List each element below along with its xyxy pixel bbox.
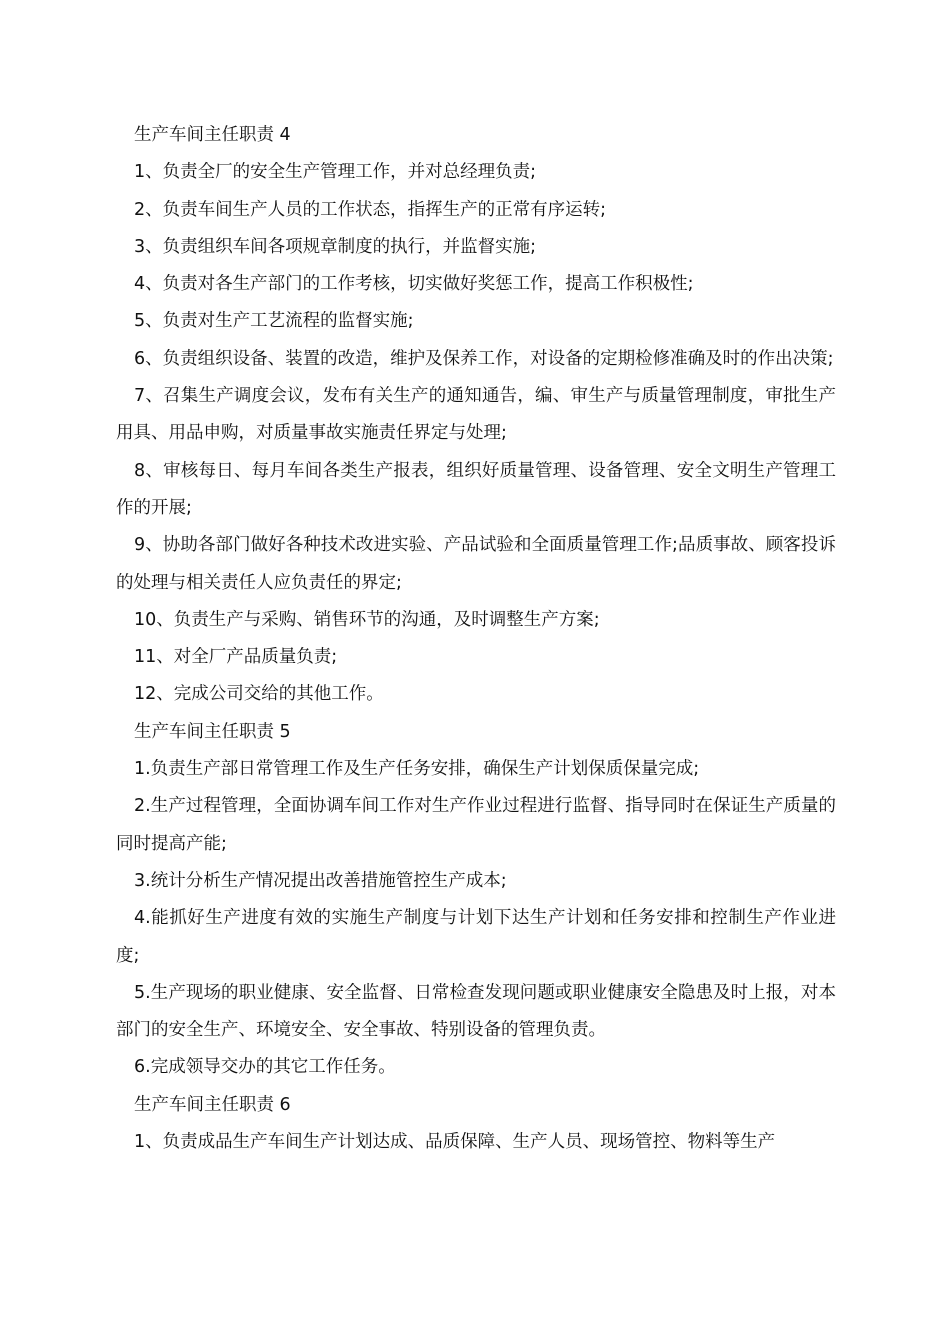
- paragraph: 4、负责对各生产部门的工作考核，切实做好奖惩工作，提高工作积极性;: [134, 274, 694, 295]
- paragraph: 11、对全厂产品质量负责;: [134, 647, 338, 668]
- paragraph: 4.能抓好生产进度有效的实施生产制度与计划下达生产计划和任务安排和控制生产作业进度;: [116, 908, 836, 966]
- paragraph: 1、负责全厂的安全生产管理工作，并对总经理负责;: [134, 162, 537, 183]
- document-body: [116, 117, 836, 1161]
- paragraph: 6.完成领导交办的其它工作任务。: [134, 1057, 396, 1078]
- paragraph: 3.统计分析生产情况提出改善措施管控生产成本;: [134, 870, 507, 891]
- paragraph: 1.负责生产部日常管理工作及生产任务安排，确保生产计划保质保量完成;: [134, 759, 700, 780]
- paragraph: 1、负责成品生产车间生产计划达成、品质保障、生产人员、现场管控、物料等生产: [134, 1132, 776, 1153]
- paragraph: 3、负责组织车间各项规章制度的执行，并监督实施;: [134, 236, 537, 257]
- section-heading-4: 生产车间主任职责 4: [134, 125, 291, 145]
- section-heading-5: 生产车间主任职责 5: [134, 721, 291, 742]
- paragraph: 2.生产过程管理，全面协调车间工作对生产作业过程进行监督、指导同时在保证生产质量的同时提高产能;: [116, 796, 836, 854]
- paragraph: 7、召集生产调度会议，发布有关生产的通知通告，编、审生产与质量管理制度，审批生产用具、用品申购，对质量事故实施责任界定与处理;: [116, 386, 836, 444]
- paragraph: 6、负责组织设备、装置的改造，维护及保养工作，对设备的定期检修准确及时的作出决策;: [134, 348, 834, 369]
- paragraph: 5、负责对生产工艺流程的监督实施;: [134, 311, 414, 332]
- section-heading-6: 生产车间主任职责 6: [134, 1094, 291, 1115]
- paragraph: 12、完成公司交给的其他工作。: [134, 684, 384, 705]
- paragraph: 9、协助各部门做好各种技术改进实验、产品试验和全面质量管理工作;品质事故、顾客投诉的处理与相关责任人应负责任的界定;: [116, 535, 836, 593]
- paragraph: 5.生产现场的职业健康、安全监督、日常检查发现问题或职业健康安全隐患及时上报，对本部门的安全生产、环境安全、安全事故、特别设备的管理负责。: [116, 982, 836, 1041]
- paragraph: 8、审核每日、每月车间各类生产报表，组织好质量管理、设备管理、安全文明生产管理工作的开展;: [116, 460, 836, 518]
- paragraph: 2、负责车间生产人员的工作状态，指挥生产的正常有序运转;: [134, 199, 607, 220]
- paragraph: 10、负责生产与采购、销售环节的沟通，及时调整生产方案;: [134, 609, 600, 630]
